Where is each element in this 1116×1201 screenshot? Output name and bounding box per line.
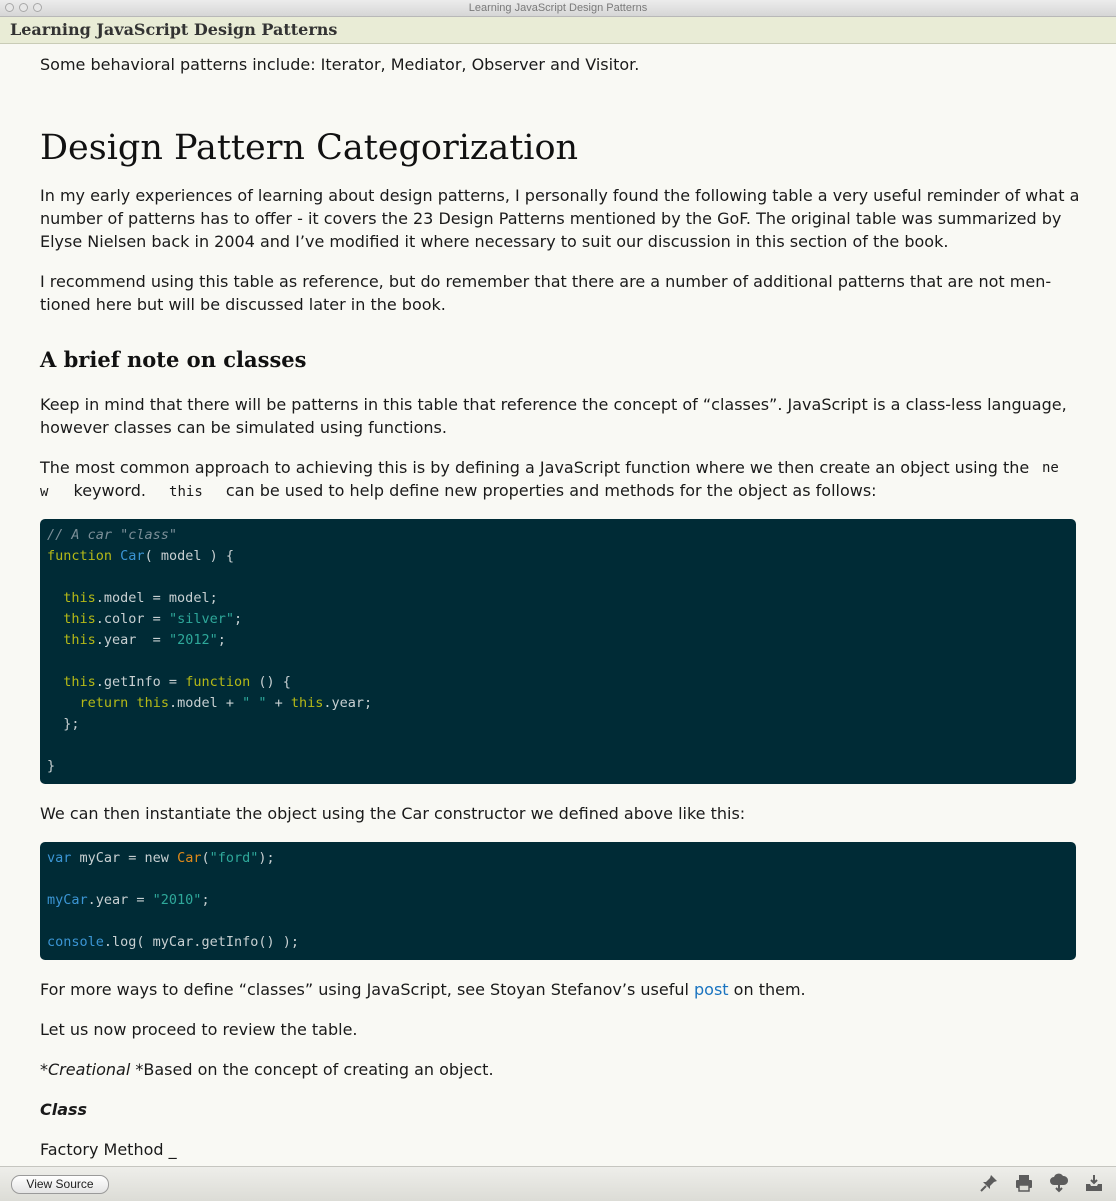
code-token: this (136, 695, 169, 711)
code-block-instantiate (40, 842, 1076, 960)
print-icon[interactable] (1014, 1173, 1034, 1193)
inbox-download-icon[interactable] (1084, 1173, 1104, 1193)
paragraph-classes-note (40, 393, 1067, 439)
code-token: this (290, 695, 324, 711)
code-token: .log( myCar.getInfo() ); (103, 934, 299, 950)
book-title: Learning JavaScript Design Patterns (10, 20, 338, 39)
inline-code: ne (1042, 460, 1059, 476)
subsection-heading: A brief note on classes (40, 347, 307, 372)
code-token: .color = (95, 611, 169, 627)
paragraph-proceed: Let us now proceed to review the table. (40, 1020, 358, 1039)
window-titlebar (0, 0, 1116, 17)
paragraph-approach (40, 456, 1080, 504)
code-token: Car (177, 850, 202, 866)
code-string: "2012" (168, 632, 218, 648)
code-comment: // A car "class" (47, 527, 178, 543)
section-heading: Design Pattern Categorization (40, 128, 579, 168)
code-token: }; (63, 716, 80, 732)
code-token: ; (233, 611, 243, 627)
text-span: For more ways to define “classes” using JavaScript, see Stoyan Stefanov’s useful (40, 980, 689, 999)
label-class: Class (40, 1100, 88, 1119)
paragraph-more-ways (40, 978, 806, 1001)
code-token: myCar (47, 892, 88, 908)
code-token: var (47, 850, 72, 866)
code-string: "silver" (168, 611, 234, 627)
code-token: function (47, 548, 113, 564)
code-token: .model + (168, 695, 243, 711)
cloud-download-icon[interactable] (1049, 1173, 1069, 1193)
text-line (40, 479, 1080, 504)
close-window-button[interactable] (5, 3, 14, 12)
code-token: ; (217, 632, 226, 648)
code-token: ( model ) { (144, 548, 234, 564)
code-token: this (63, 590, 96, 606)
text-line: Keep in mind that there will be patterns in this table that reference the concept of “classes”. JavaScript is a class-less language, (40, 395, 1067, 414)
code-token: .getInfo = (95, 674, 186, 690)
code-token: function (185, 674, 251, 690)
toolbar-icons (979, 1173, 1104, 1193)
code-string: "2010" (152, 892, 202, 908)
code-token: + (266, 695, 291, 711)
code-token: Car (120, 548, 145, 564)
code-token: myCar = new (71, 850, 178, 866)
code-token: this (63, 632, 96, 648)
app-header (0, 17, 1116, 44)
code-token: this (63, 674, 96, 690)
text-span: * (40, 1060, 48, 1079)
text-line: In my early experiences of learning about design patterns, I personally found the following table a very useful reminder of what a (40, 186, 1080, 205)
code-token: ( (201, 850, 210, 866)
text-line: I recommend using this table as reference, but do remember that there are a number of additional patterns that are not men- (40, 272, 1052, 291)
code-token: .model = model; (95, 590, 218, 606)
text-line: tioned here but will be discussed later in the book. (40, 295, 446, 314)
code-token: () { (250, 674, 291, 690)
inline-code: w (40, 484, 49, 500)
paragraph-instantiate: We can then instantiate the object using the Car constructor we defined above like this: (40, 804, 746, 823)
code-token: .year; (323, 695, 373, 711)
text-line: number of patterns has to offer - it covers the 23 Design Patterns mentioned by the GoF. The original table was summarized by (40, 209, 1062, 228)
code-string: "ford" (209, 850, 259, 866)
pin-icon[interactable] (979, 1173, 999, 1193)
text-line (40, 456, 1080, 479)
text-span: The most common approach to achieving this is by defining a JavaScript function where we then create an object using the (40, 458, 1030, 477)
view-source-button[interactable]: View Source (11, 1175, 109, 1194)
minimize-window-button[interactable] (19, 3, 28, 12)
code-token: .year = (95, 632, 169, 648)
paragraph-recommend (40, 270, 1051, 316)
code-token: ; (201, 892, 210, 908)
paragraph-factory-method: Factory Method _ (40, 1140, 177, 1159)
code-block-car-class (40, 519, 1076, 784)
text-span: can be used to help define new properties and methods for the object as follows: (225, 481, 877, 500)
code-string: " " (242, 695, 267, 711)
code-token: this (63, 611, 96, 627)
intro-paragraph: Some behavioral patterns include: Iterator, Mediator, Observer and Visitor. (40, 55, 640, 74)
text-line: Elyse Nielsen back in 2004 and I’ve modified it where necessary to suit our discussion in this section of the book. (40, 232, 949, 251)
code-token: } (47, 758, 56, 774)
code-token: .year = (87, 892, 153, 908)
code-token: ); (258, 850, 275, 866)
text-span: keyword. (73, 481, 146, 500)
zoom-window-button[interactable] (33, 3, 42, 12)
window-title: Learning JavaScript Design Patterns (468, 2, 648, 14)
text-span: on them. (733, 980, 806, 999)
code-token: console (47, 934, 104, 950)
post-link[interactable]: post (694, 980, 729, 999)
inline-code: this (169, 484, 203, 500)
bottom-toolbar (0, 1166, 1116, 1201)
paragraph-creational (40, 1058, 494, 1081)
text-span: *Based on the concept of creating an object. (130, 1060, 494, 1079)
code-token: return (79, 695, 129, 711)
paragraph-categorization (40, 184, 1079, 253)
window-controls[interactable] (5, 3, 42, 12)
text-line: however classes can be simulated using functions. (40, 418, 447, 437)
emphasis-creational: Creational (48, 1060, 131, 1079)
